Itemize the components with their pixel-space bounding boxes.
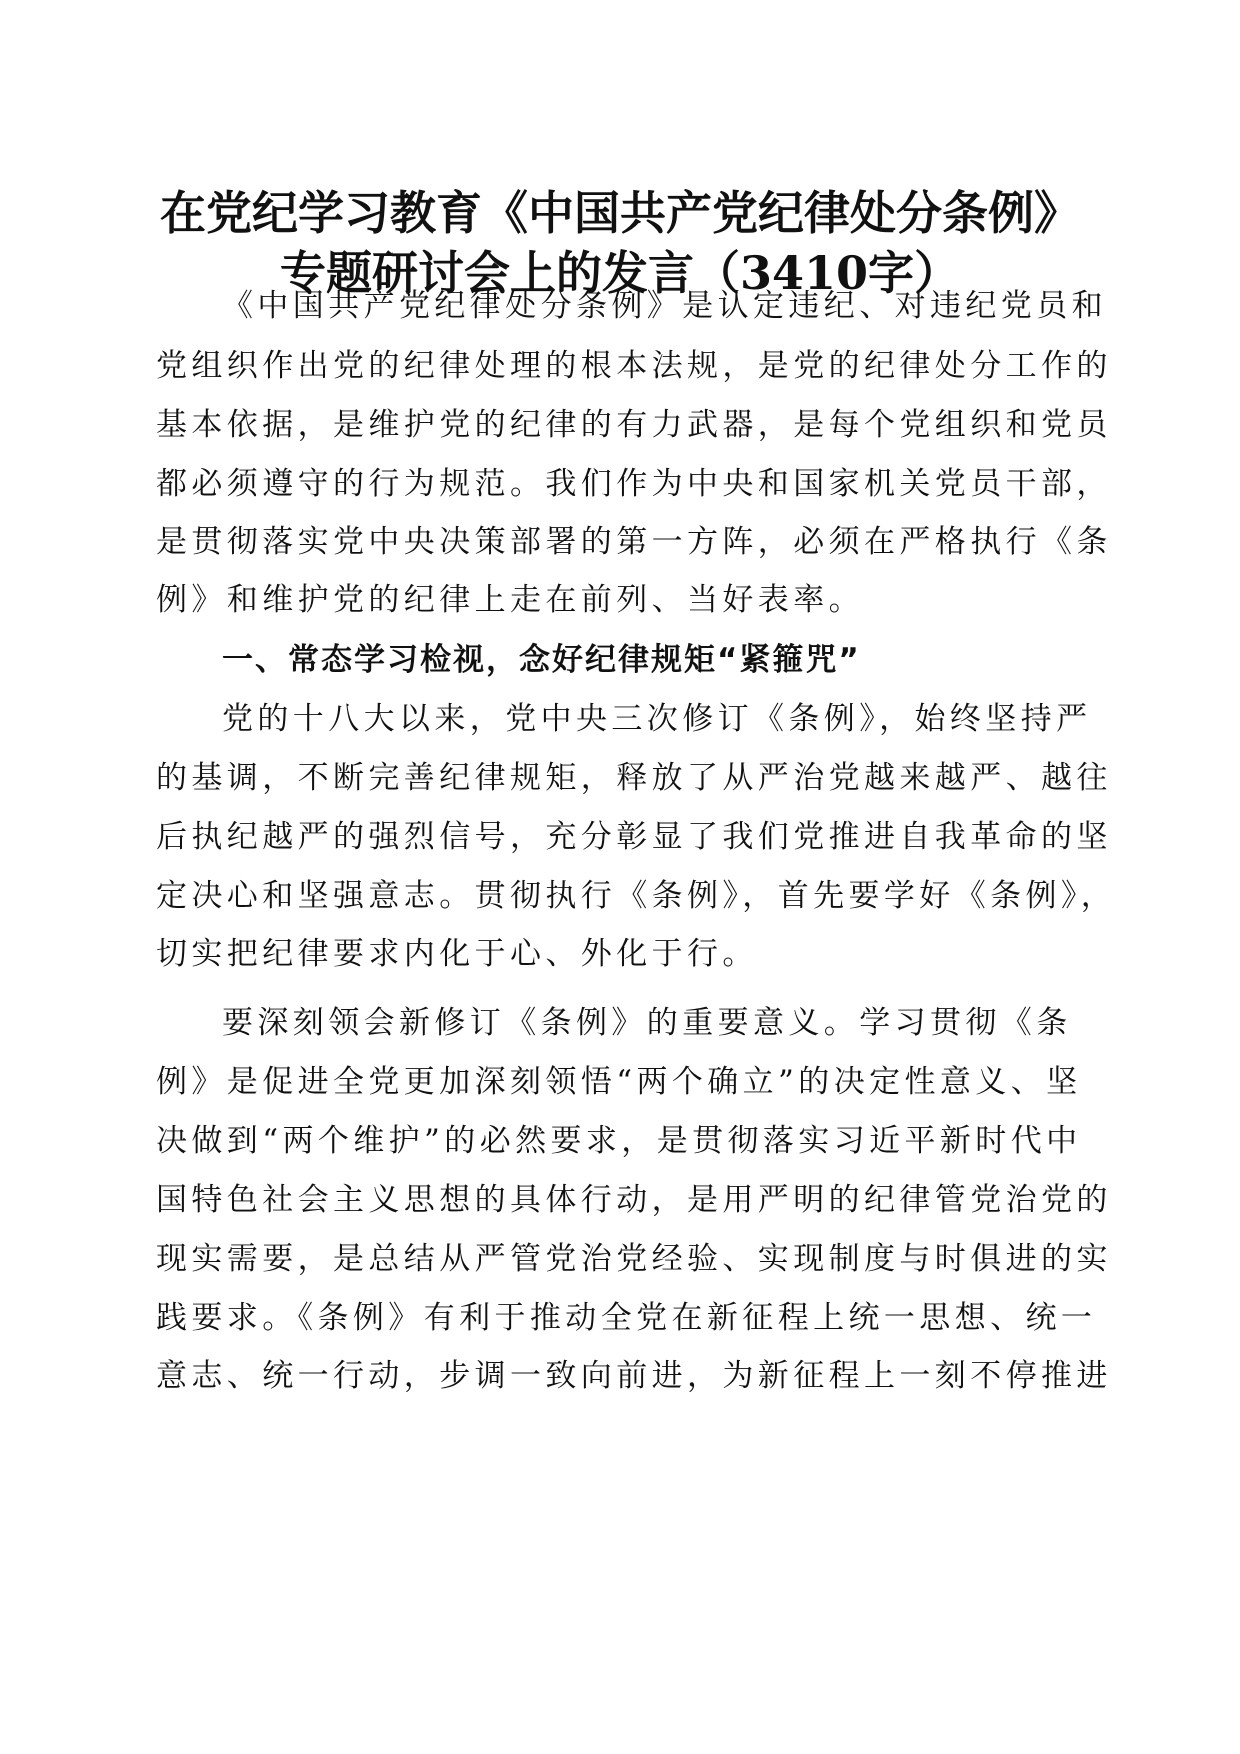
intro-line: 都必须遵守的行为规范。我们作为中央和国家机关党员干部， — [156, 466, 1112, 502]
paragraph-line: 现实需要，是总结从严管党治党经验、实现制度与时俱进的实 — [156, 1241, 1112, 1277]
paragraph-line: 的基调，不断完善纪律规矩，释放了从严治党越来越严、越往 — [156, 760, 1112, 796]
paragraph-line: 决做到“两个维护”的必然要求，是贯彻落实习近平新时代中 — [156, 1123, 1082, 1159]
paragraph-line: 要深刻领会新修订《条例》的重要意义。学习贯彻《条 — [222, 1005, 1072, 1041]
paragraph-line: 后执纪越严的强烈信号，充分彰显了我们党推进自我革命的坚 — [156, 819, 1112, 855]
document-title-line-2: 专题研讨会上的发言（3410字） — [279, 246, 961, 300]
paragraph-line: 切实把纪律要求内化于心、外化于行。 — [156, 936, 758, 972]
paragraph-line: 国特色社会主义思想的具体行动，是用严明的纪律管党治党的 — [156, 1182, 1112, 1218]
paragraph-line: 例》是促进全党更加深刻领悟“两个确立”的决定性意义、坚 — [156, 1064, 1082, 1100]
intro-line: 《中国共产党纪律处分条例》是认定违纪、对违纪党员和 — [222, 288, 1107, 324]
document-title-line-1: 在党纪学习教育《中国共产党纪律处分条例》 — [160, 186, 1080, 240]
intro-line: 例》和维护党的纪律上走在前列、当好表率。 — [156, 582, 864, 618]
paragraph-line: 定决心和坚强意志。贯彻执行《条例》，首先要学好《条例》， — [156, 878, 1117, 914]
intro-line: 党组织作出党的纪律处理的根本法规，是党的纪律处分工作的 — [156, 348, 1112, 384]
paragraph-line: 党的十八大以来，党中央三次修订《条例》，始终坚持严 — [222, 701, 1092, 737]
paragraph-line: 意志、统一行动，步调一致向前进，为新征程上一刻不停推进 — [156, 1358, 1112, 1394]
intro-line: 基本依据，是维护党的纪律的有力武器，是每个党组织和党员 — [156, 407, 1112, 443]
section-heading: 一、常态学习检视，念好纪律规矩“紧箍咒” — [222, 642, 861, 678]
intro-line: 是贯彻落实党中央决策部署的第一方阵，必须在严格执行《条 — [156, 524, 1112, 560]
paragraph-line: 践要求。《条例》有利于推动全党在新征程上统一思想、统一 — [156, 1300, 1097, 1336]
